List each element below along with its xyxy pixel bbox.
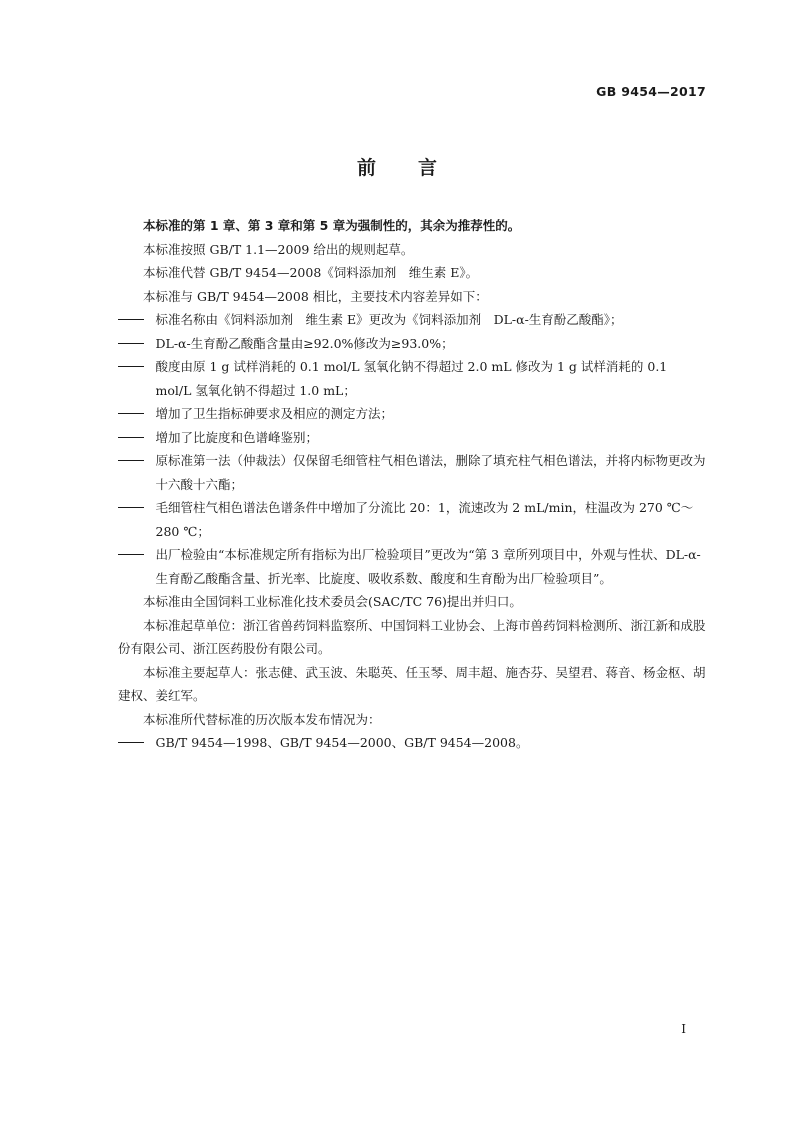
list-item-text: 毛细管柱气相色谱法色谱条件中增加了分流比 20：1，流速改为 2 mL/min，柱温改为 270 ℃～280 ℃；: [155, 500, 694, 539]
document-body: [118, 214, 706, 755]
paragraph-history-intro: 本标准所代替标准的历次版本发布情况为：: [143, 711, 381, 727]
paragraph-drafting-rules: 本标准按照 GB/T 1.1—2009 给出的规则起草。: [143, 241, 414, 257]
list-item-text: 标准名称由《饲料添加剂 维生素 E》更改为《饲料添加剂 DL-α-生育酚乙酸酯》；: [155, 312, 623, 327]
dash-marker: [118, 426, 156, 450]
list-item-text: 原标准第一法（仲裁法）仅保留毛细管柱气相色谱法，删除了填充柱气相色谱法，并将内标物更改为十六酸十六酯；: [155, 453, 706, 492]
list-item-text: 酸度由原 1 g 试样消耗的 0.1 mol/L 氢氧化钠不得超过 2.0 mL 修改为 1 g 试样消耗的 0.1 mol/L 氢氧化钠不得超过 1.0 mL；: [155, 359, 668, 398]
list-item: [118, 731, 706, 755]
list-item: [118, 543, 706, 590]
paragraph-differences-intro: 本标准与 GB/T 9454—2008 相比，主要技术内容差异如下：: [143, 288, 488, 304]
dash-marker: [118, 332, 156, 356]
dash-marker: [118, 731, 156, 755]
paragraph-mandatory-clause: 本标准的第 1 章、第 3 章和第 5 章为强制性的，其余为推荐性的。: [143, 218, 521, 233]
dash-marker: [118, 543, 156, 567]
list-item: [118, 449, 706, 496]
list-item: [118, 426, 706, 450]
list-item-text: 出厂检验由“本标准规定所有指标为出厂检验项目”更改为“第 3 章所列项目中，外观与性状、DL-α-生育酚乙酸酯含量、折光率、比旋度、吸收系数、酸度和生育酚为出厂检验项目”。: [155, 547, 701, 586]
dash-marker: [118, 449, 156, 473]
history-item-text: GB/T 9454—1998、GB/T 9454—2000、GB/T 9454—2008。: [155, 735, 529, 750]
list-item: [118, 308, 706, 332]
page-title: 前言: [356, 157, 479, 179]
list-item-text: DL-α-生育酚乙酸酯含量由≥92.0%修改为≥93.0%；: [155, 335, 454, 351]
dash-marker: [118, 402, 156, 426]
paragraph-proposer: 本标准由全国饲料工业标准化技术委员会(SAC/TC 76)提出并归口。: [143, 594, 522, 609]
list-item: [118, 496, 706, 543]
standard-code: GB 9454—2017: [596, 84, 706, 99]
list-item: [118, 332, 706, 356]
paragraph-drafters: 本标准主要起草人：张志健、武玉波、朱聪英、任玉琴、周丰超、施杏芬、吴望君、蒋音、杨金枢、胡建权、姜红军。: [118, 664, 706, 703]
list-item: [118, 402, 706, 426]
list-item-text: 增加了卫生指标砷要求及相应的测定方法；: [155, 406, 394, 421]
dash-marker: [118, 496, 156, 520]
dash-marker: [118, 308, 156, 332]
list-item-text: 增加了比旋度和色谱峰鉴别；: [155, 429, 319, 445]
list-item: [118, 355, 706, 402]
paragraph-drafting-units: 本标准起草单位：浙江省兽药饲料监察所、中国饲料工业协会、上海市兽药饲料检测所、浙江新和成股份有限公司、浙江医药股份有限公司。: [118, 617, 706, 656]
page-number: I: [681, 1022, 686, 1036]
dash-marker: [118, 355, 156, 379]
paragraph-replaces: 本标准代替 GB/T 9454—2008《饲料添加剂 维生素 E》。: [143, 265, 479, 280]
